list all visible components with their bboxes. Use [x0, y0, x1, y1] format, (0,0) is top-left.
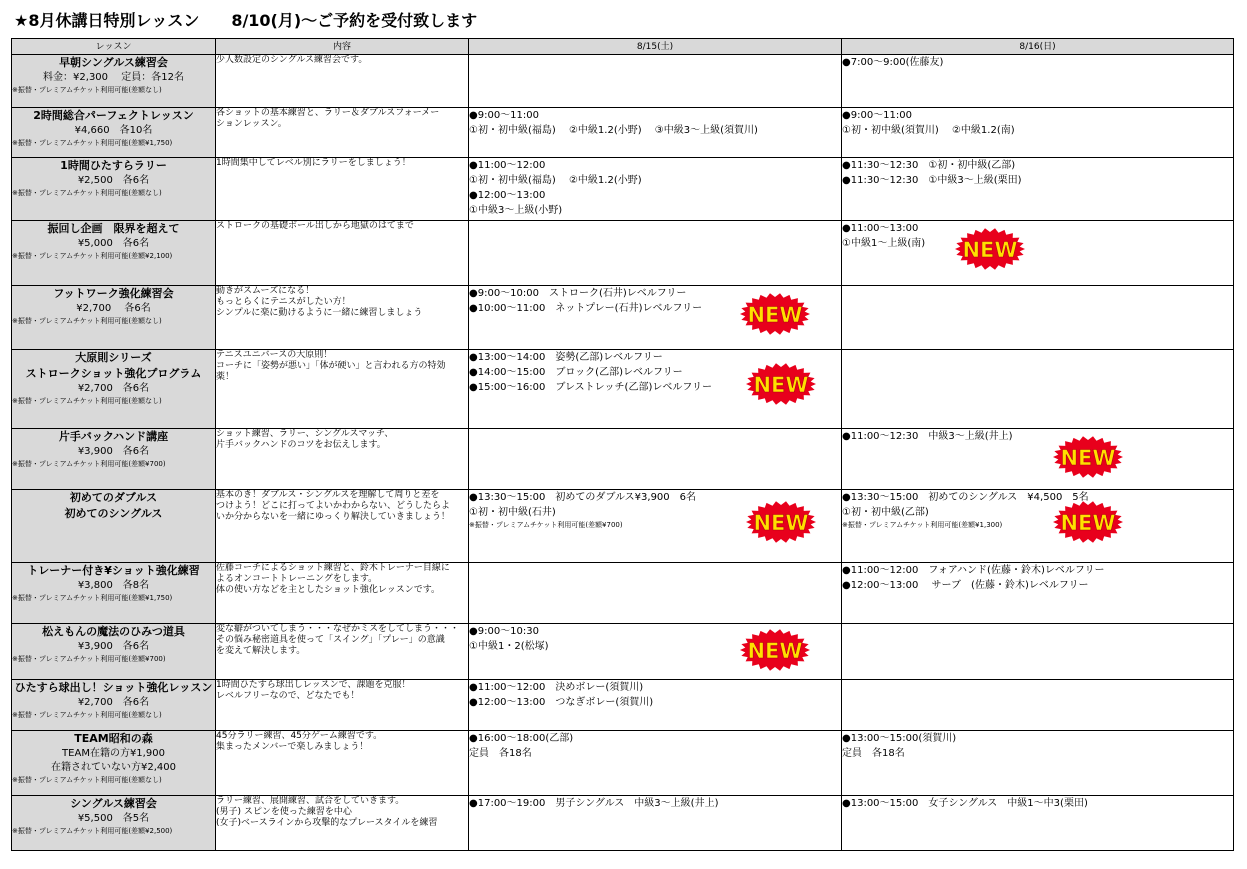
lesson-price: ¥2,500 各6名 — [77, 175, 150, 186]
slot-line: ●13:00～15:00(須賀川) — [842, 733, 957, 744]
content-line: 1時間ひたすら球出しレッスンで、課題を克服！ — [216, 680, 411, 690]
lesson-cell — [12, 55, 216, 108]
slot-line: ①初・初中級(須賀川) ②中級1.2(南) — [842, 125, 1015, 136]
content-cell — [216, 680, 469, 731]
content-line: 変な癖がついてしまう・・・なぜかミスをしてしまう・・・ — [216, 624, 460, 634]
day1-cell — [469, 731, 842, 796]
day2-cell — [842, 158, 1234, 221]
content-line: 動きがスムーズになる！ — [216, 286, 315, 296]
slot-note: ※振替・プレミアムチケット利用可能(差額¥700) — [469, 521, 623, 529]
header-content: 内容 — [216, 39, 469, 55]
content-line: テニスユニバースの大原則！ — [216, 350, 333, 360]
day2-cell — [842, 350, 1234, 429]
slot-line: ●15:00～16:00 ブレストレッチ(乙部)レベルフリー — [469, 382, 712, 393]
new-badge-icon — [1052, 435, 1124, 479]
lesson-cell — [12, 624, 216, 680]
lesson-name: トレーナー付き¥ショット強化練習 — [27, 564, 200, 577]
new-badge-icon — [745, 500, 817, 544]
lesson-name: ストロークショット強化プログラム — [25, 367, 202, 380]
slot-line: ①初・初中級(福島) ②中級1.2(小野) ③中級3～上級(須賀川) — [469, 125, 758, 136]
lesson-cell — [12, 108, 216, 158]
content-cell — [216, 108, 469, 158]
slot-line: 定員 各18名 — [842, 748, 905, 759]
slot-line: ●11:30～12:30 ①初・初中級(乙部) — [842, 160, 1016, 171]
lesson-note: ※振替・プレミアムチケット利用可能(差額¥700) — [12, 655, 166, 663]
slot-line: ①初・初中級(乙部) — [842, 507, 929, 518]
lesson-note: ※振替・プレミアムチケット利用可能(差額¥700) — [12, 460, 166, 468]
slot-line: ●12:00～13:00 — [469, 190, 546, 201]
lesson-price: ¥2,700 各6名 — [77, 697, 150, 708]
slot-line: ●10:00～11:00 ネットプレー(石井)レベルフリー — [469, 303, 703, 314]
content-line: (女子)ベースラインから攻撃的なプレースタイルを練習 — [216, 818, 438, 828]
content-cell — [216, 429, 469, 490]
lesson-price: ¥3,800 各8名 — [77, 580, 150, 591]
slot-line: ①中級1～上級(南) — [842, 238, 926, 249]
day2-cell — [842, 680, 1234, 731]
content-cell — [216, 490, 469, 563]
content-line: 集まったメンバーで楽しみましょう！ — [216, 742, 369, 752]
lesson-name: 片手バックハンド講座 — [58, 430, 169, 443]
content-line: コーチに「姿勢が悪い」「体が硬い」と言われる方の特効 — [216, 361, 446, 371]
header-lesson: レッスン — [12, 39, 216, 55]
new-badge-text: NEW — [747, 303, 803, 327]
lesson-name: 初めてのシングルス — [64, 507, 163, 520]
lesson-price: ¥3,900 各6名 — [77, 446, 150, 457]
lesson-cell — [12, 796, 216, 851]
lesson-name: 1時間ひたすらラリー — [60, 159, 167, 172]
lesson-cell — [12, 680, 216, 731]
lesson-price: ¥4,660 各10名 — [74, 125, 153, 136]
slot-line: ●14:00～15:00 ブロック(乙部)レベルフリー — [469, 367, 683, 378]
lesson-note: ※振替・プレミアムチケット利用可能(差額なし) — [12, 711, 162, 719]
day1-cell — [469, 286, 842, 350]
content-cell — [216, 286, 469, 350]
slot-line: ●13:30～15:00 初めてのダブルス¥3,900 6名 — [469, 492, 697, 503]
content-line: ションレッスン。 — [216, 119, 287, 129]
slot-line: ①初・初中級(福島) ②中級1.2(小野) — [469, 175, 642, 186]
lesson-note: ※振替・プレミアムチケット利用可能(差額¥2,500) — [12, 827, 173, 835]
table-row — [12, 490, 1234, 563]
lesson-name: ひたすら球出し！ショット強化レッスン — [14, 681, 213, 694]
lesson-cell — [12, 731, 216, 796]
slot-line: ●13:00～15:00 女子シングルス 中級1～中3(栗田) — [842, 798, 1088, 809]
lesson-name: 早朝シングルス練習会 — [59, 56, 168, 69]
new-badge-text: NEW — [962, 238, 1018, 262]
slot-line: ●11:00～12:30 中級3～上級(井上) — [842, 431, 1013, 442]
content-cell — [216, 350, 469, 429]
table-row — [12, 350, 1234, 429]
slot-line: ●12:00～13:00 サーブ (佐藤・鈴木)レベルフリー — [842, 580, 1089, 591]
day1-cell — [469, 563, 842, 624]
day2-cell — [842, 108, 1234, 158]
slot-note: ※振替・プレミアムチケット利用可能(差額¥1,300) — [842, 521, 1003, 529]
page-title: ★8月休講日特別レッスン 8/10(月)～ご予約を受付致します — [14, 11, 478, 30]
lesson-cell — [12, 429, 216, 490]
content-cell — [216, 796, 469, 851]
content-line: よるオンコートトレーニングをします。 — [216, 574, 378, 584]
day2-cell — [842, 429, 1234, 490]
new-badge-text: NEW — [1060, 511, 1116, 535]
slot-line: ●9:00～11:00 — [469, 110, 539, 121]
lesson-note: ※振替・プレミアムチケット利用可能(差額なし) — [12, 776, 162, 784]
slot-line: ●13:30～15:00 初めてのシングルス ¥4,500 5名 — [842, 492, 1089, 503]
slot-line: ●9:00～10:30 — [469, 626, 539, 637]
slot-line: ●11:00～12:00 — [469, 160, 546, 171]
content-cell — [216, 158, 469, 221]
new-badge-text: NEW — [1060, 446, 1116, 470]
content-line: 少人数設定のシングルス練習会です。 — [216, 55, 368, 65]
new-badge-icon — [739, 292, 811, 336]
content-line: ショット練習、ラリー、シングルスマッチ、 — [216, 429, 394, 439]
slot-line: ●17:00～19:00 男子シングルス 中級3～上級(井上) — [469, 798, 719, 809]
table-row — [12, 286, 1234, 350]
content-cell — [216, 55, 469, 108]
lesson-note: ※振替・プレミアムチケット利用可能(差額なし) — [12, 189, 162, 197]
slot-line: ●16:00～18:00(乙部) — [469, 733, 574, 744]
lesson-note: ※振替・プレミアムチケット利用可能(差額なし) — [12, 397, 162, 405]
content-cell — [216, 221, 469, 286]
day2-cell — [842, 490, 1234, 563]
slot-line: ●13:00～14:00 姿勢(乙部)レベルフリー — [469, 352, 663, 363]
slot-line: ●9:00～11:00 — [842, 110, 912, 121]
lesson-price: ¥5,500 各5名 — [77, 813, 150, 824]
header-day1: 8/15(土) — [469, 39, 842, 55]
table-row — [12, 429, 1234, 490]
table-row — [12, 55, 1234, 108]
day2-cell — [842, 624, 1234, 680]
slot-line: ①初・初中級(石井) — [469, 507, 556, 518]
day1-cell — [469, 350, 842, 429]
content-line: その悩み秘密道具を使って「スイング」「プレー」の意識 — [216, 635, 445, 645]
content-line: いか分からないを一緒にゆっくり解決していきましょう！ — [216, 512, 450, 522]
day1-cell — [469, 55, 842, 108]
day1-cell — [469, 624, 842, 680]
lesson-price: ¥5,000 各6名 — [77, 238, 150, 249]
slot-line: ●12:00～13:00 つなぎボレー(須賀川) — [469, 697, 654, 708]
lesson-cell — [12, 563, 216, 624]
day1-cell — [469, 490, 842, 563]
day1-cell — [469, 221, 842, 286]
content-line: 薬！ — [216, 372, 235, 382]
content-line: (男子) スピンを使った練習を中心 — [216, 807, 352, 817]
content-cell — [216, 731, 469, 796]
lesson-price: 在籍されていない方¥2,400 — [51, 762, 176, 773]
day1-cell — [469, 158, 842, 221]
table-row — [12, 158, 1234, 221]
lesson-name: シングルス練習会 — [70, 797, 157, 810]
schedule-table — [11, 38, 1234, 851]
lesson-note: ※振替・プレミアムチケット利用可能(差額なし) — [12, 317, 162, 325]
content-line: 45分ラリー練習、45分ゲーム練習です。 — [216, 731, 383, 741]
slot-line: ●11:00～13:00 — [842, 223, 919, 234]
lesson-name: 松えもんの魔法のひみつ道具 — [42, 625, 185, 638]
lesson-price: ¥2,700 各6名 — [76, 303, 151, 314]
content-line: ストロークの基礎ボール出しから地獄のはてまで — [216, 221, 414, 231]
day1-cell — [469, 680, 842, 731]
new-badge-icon — [954, 227, 1026, 271]
content-line: つけよう！どこに打ってよいかわからない、どうしたらよ — [216, 501, 451, 511]
day2-cell — [842, 55, 1234, 108]
new-badge-icon — [1052, 500, 1124, 544]
new-badge-text: NEW — [753, 511, 809, 535]
header-day2: 8/16(日) — [842, 39, 1234, 55]
lesson-name: フットワーク強化練習会 — [53, 287, 174, 300]
slot-line: ●11:30～12:30 ①中級3～上級(栗田) — [842, 175, 1022, 186]
slot-line: ●7:00～9:00(佐藤友) — [842, 57, 944, 68]
lesson-price: ¥2,700 各6名 — [77, 383, 150, 394]
slot-line: ●9:00～10:00 ストローク(石井)レベルフリー — [469, 288, 687, 299]
content-line: を変えて解決します。 — [216, 646, 306, 656]
header-row — [12, 39, 1234, 55]
content-line: シンプルに楽に動けるように一緒に練習しましょう — [216, 308, 423, 318]
content-line: レベルフリーなので、どなたでも！ — [216, 691, 360, 701]
lesson-name: 初めてのダブルス — [69, 491, 158, 504]
lesson-name: 大原則シリーズ — [75, 351, 152, 364]
lesson-price: ¥3,900 各6名 — [77, 641, 150, 652]
slot-line: 定員 各18名 — [469, 748, 532, 759]
slot-line: ①中級3～上級(小野) — [469, 205, 563, 216]
day2-cell — [842, 731, 1234, 796]
day1-cell — [469, 429, 842, 490]
content-line: 体の使い方などを主としたショット強化レッスンです。 — [216, 585, 441, 595]
content-line: 1時間集中してレベル別にラリーをしましょう！ — [216, 158, 411, 168]
table-row — [12, 796, 1234, 851]
content-line: ラリー練習、展開練習、試合をしていきます。 — [216, 796, 405, 806]
new-badge-icon — [739, 628, 811, 672]
table-row — [12, 563, 1234, 624]
lesson-name: 振回し企画 限界を超えて — [47, 222, 180, 235]
day1-cell — [469, 796, 842, 851]
content-line: 佐藤コーチによるショット練習と、鈴木トレーナー目線に — [216, 563, 450, 573]
lesson-cell — [12, 221, 216, 286]
lesson-cell — [12, 490, 216, 563]
lesson-cell — [12, 158, 216, 221]
content-cell — [216, 563, 469, 624]
content-cell — [216, 624, 469, 680]
content-line: 各ショットの基本練習と、ラリー＆ダブルスフォーメー — [216, 108, 440, 118]
lesson-note: ※振替・プレミアムチケット利用可能(差額¥1,750) — [12, 139, 173, 147]
day2-cell — [842, 221, 1234, 286]
lesson-price: 料金：¥2,300 定員：各12名 — [43, 72, 184, 83]
lesson-cell — [12, 350, 216, 429]
table-row — [12, 221, 1234, 286]
content-line: 片手バックハンドのコツをお伝えします。 — [216, 440, 386, 450]
content-line: 基本のき！ダブルス・シングルスを理解して周りと差を — [216, 490, 440, 500]
table-row — [12, 624, 1234, 680]
table-row — [12, 108, 1234, 158]
lesson-name: 2時間総合パーフェクトレッスン — [33, 109, 194, 122]
table-row — [12, 731, 1234, 796]
slot-line: ①中級1・2(松塚) — [469, 641, 549, 652]
day1-cell — [469, 108, 842, 158]
day2-cell — [842, 796, 1234, 851]
slot-line: ●11:00～12:00 フォアハンド(佐藤・鈴木)レベルフリー — [842, 565, 1105, 576]
lesson-price: TEAM在籍の方¥1,900 — [62, 748, 165, 759]
lesson-note: ※振替・プレミアムチケット利用可能(差額¥1,750) — [12, 594, 173, 602]
lesson-note: ※振替・プレミアムチケット利用可能(差額¥2,100) — [12, 252, 173, 260]
lesson-name: TEAM昭和の森 — [74, 732, 153, 745]
day2-cell — [842, 286, 1234, 350]
day2-cell — [842, 563, 1234, 624]
new-badge-text: NEW — [747, 639, 803, 663]
slot-line: ●11:00～12:00 決めボレー(須賀川) — [469, 682, 644, 693]
new-badge-icon — [745, 362, 817, 406]
content-line: もっとらくにテニスがしたい方！ — [216, 297, 351, 307]
lesson-cell — [12, 286, 216, 350]
new-badge-text: NEW — [753, 373, 809, 397]
table-row — [12, 680, 1234, 731]
lesson-note: ※振替・プレミアムチケット利用可能(差額なし) — [12, 86, 162, 94]
